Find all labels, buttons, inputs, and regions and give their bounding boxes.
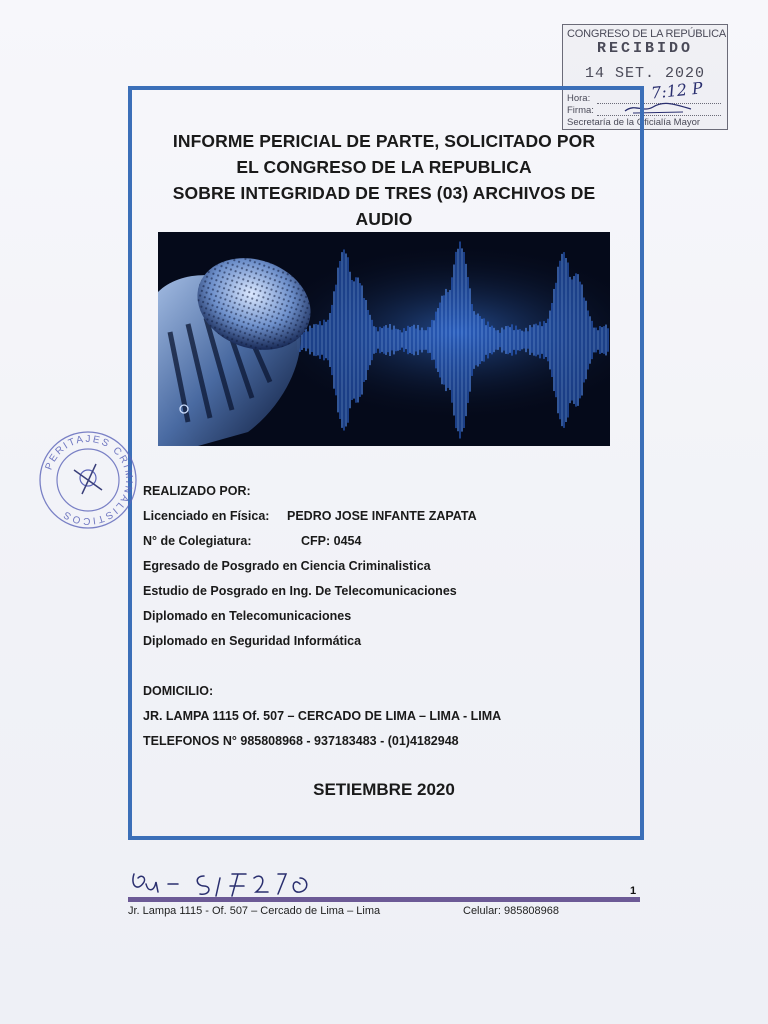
stamp-status: RECIBIDO [596, 40, 693, 57]
footer-address: Jr. Lampa 1115 - Of. 507 – Cercado de Lima – Lima [128, 905, 381, 917]
credential-item: Egresado de Posgrado en Ciencia Criminalistica [143, 559, 431, 573]
title-line: EL CONGRESO DE LA REPUBLICA [236, 157, 532, 177]
domicilio-value: JR. LAMPA 1115 Of. 507 – CERCADO DE LIMA – LIMA - LIMA [143, 709, 502, 723]
stamp-institution: CONGRESO DE LA REPÚBLICA [567, 28, 727, 40]
licenciado-label: Licenciado en Física: [143, 509, 270, 523]
seal-text: PERITAJES CRIMINALISTICOS [43, 433, 135, 527]
licenciado-row [143, 509, 269, 523]
domicilio-label: DOMICILIO: [143, 684, 214, 698]
title-line: AUDIO [355, 209, 413, 229]
document-date: SETIEMBRE 2020 [313, 780, 455, 799]
colegiatura-value: CFP: 0454 [301, 534, 362, 548]
document-title [132, 128, 636, 232]
title-line: INFORME PERICIAL DE PARTE, SOLICITADO POR [172, 131, 596, 151]
credential-item: Diplomado en Telecomunicaciones [143, 609, 352, 623]
licenciado-value: PEDRO JOSE INFANTE ZAPATA [287, 509, 477, 523]
waveform-illustration [158, 232, 610, 446]
stamp-date: 14 SET. 2020 [584, 65, 706, 82]
credential-item: Estudio de Posgrado en Ing. De Telecomunicaciones [143, 584, 457, 598]
title-line: SOBRE INTEGRIDAD DE TRES (03) ARCHIVOS DE [172, 183, 596, 203]
footer-phone: Celular: 985808968 [463, 905, 560, 917]
colegiatura-label: N° de Colegiatura: [143, 534, 252, 548]
page-number: 1 [630, 885, 637, 897]
stamp-handwritten-time: 7:12 P [650, 78, 704, 103]
realizado-label: REALIZADO POR: [143, 484, 251, 498]
credential-item: Diplomado en Seguridad Informática [143, 634, 362, 648]
stamp-office: Secretaría de la Oficialía Mayor [567, 117, 701, 128]
stamp-hora-label: Hora: [567, 93, 591, 104]
microphone-waveform-image [158, 232, 610, 446]
handwritten-reference-icon [128, 864, 348, 900]
colegiatura-row [143, 534, 251, 548]
criminalistics-seal-icon [36, 428, 140, 532]
telefonos: TELEFONOS N° 985808968 - 937183483 - (01)4182948 [143, 734, 459, 748]
footer-rule [128, 897, 640, 902]
stamp-firma-label: Firma: [567, 105, 594, 116]
